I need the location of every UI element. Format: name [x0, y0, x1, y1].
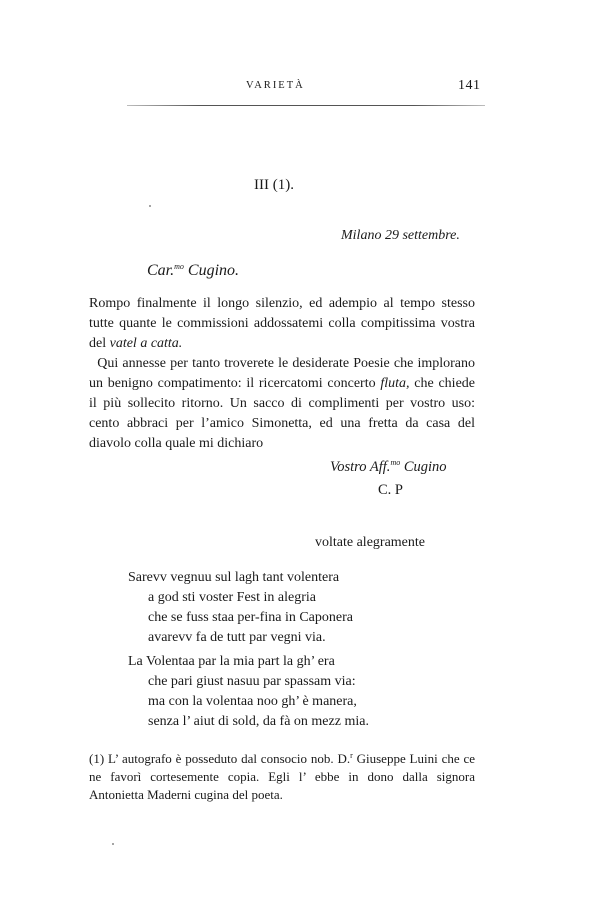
verse-line: a god sti voster Fest in alegria: [148, 590, 316, 605]
paragraph-1: [89, 294, 475, 354]
footnote-after: Giuseppe Luini che ce ne favorì cortesemente copia. Egli l’ ebbe in dono dalla signora Antonietta Maderni cugina del poeta.: [89, 751, 475, 802]
verse-line: avarevv fa de tutt par vegni via.: [148, 630, 326, 645]
running-title: VARIETÀ: [246, 80, 305, 91]
dateline: Milano 29 settembre.: [341, 228, 460, 243]
stanza-1: [128, 568, 428, 648]
verse-line: che pari giust nasuu par spassam via:: [148, 674, 356, 689]
header-rule: [127, 105, 485, 106]
verse-line: La Volentaa par la mia part la gh’ era: [128, 654, 335, 669]
footnote: [89, 747, 475, 804]
closing-superscript: mo: [390, 458, 401, 467]
running-head: [0, 78, 604, 98]
paper-speck: [112, 843, 114, 845]
paper-speck: [149, 205, 151, 207]
paragraph-2: [89, 354, 475, 454]
paragraph-2-after: che chiede il più sollecito ritorno. Un sacco di complimenti per vostro uso: cento abbraci per l’amico Simonetta, ed una fretta da casa del diavolo colla quale mi dichiaro: [89, 376, 475, 451]
verse-line: senza l’ aiut di sold, da fà on mezz mia.: [148, 714, 369, 729]
salutation: [147, 262, 239, 280]
salutation-main: Car.: [147, 262, 175, 279]
stanza-2: [128, 652, 428, 732]
salutation-rest: Cugino.: [183, 262, 240, 279]
closing-rest: Cugino: [400, 459, 447, 475]
closing-main: Vostro Aff.: [330, 459, 391, 475]
footnote-before: (1) L’ autografo è posseduto dal consocio nob. D.: [89, 751, 351, 766]
paragraph-2-italic: fluta,: [380, 376, 410, 391]
paragraph-1-text: Rompo finalmente il longo silenzio, ed adempio al tempo stesso tutte quante le commissioni addossatemi colla compitissima vostra del: [89, 296, 475, 351]
verse-line: ma con la volentaa noo gh’ è manera,: [148, 694, 357, 709]
page-number: 141: [458, 78, 481, 93]
salutation-superscript: mo: [174, 262, 184, 271]
letter-body: [89, 294, 475, 454]
section-number: III (1).: [254, 177, 294, 193]
signature-initials: C. P: [378, 482, 403, 498]
verse-line: Sarevv vegnuu sul lagh tant volentera: [128, 570, 340, 585]
paragraph-2-before: Qui annesse per tanto troverete le desiderate Poesie che implorano un benigno compatimento: il ricercatomi concerto: [89, 356, 476, 391]
poem-title: voltate alegramente: [315, 535, 425, 550]
verse-line: che se fuss staa per-fina in Caponera: [148, 610, 353, 625]
footnote-superscript: r: [350, 751, 353, 760]
closing: [330, 458, 447, 476]
paragraph-1-italic: vatel a catta.: [109, 336, 183, 351]
